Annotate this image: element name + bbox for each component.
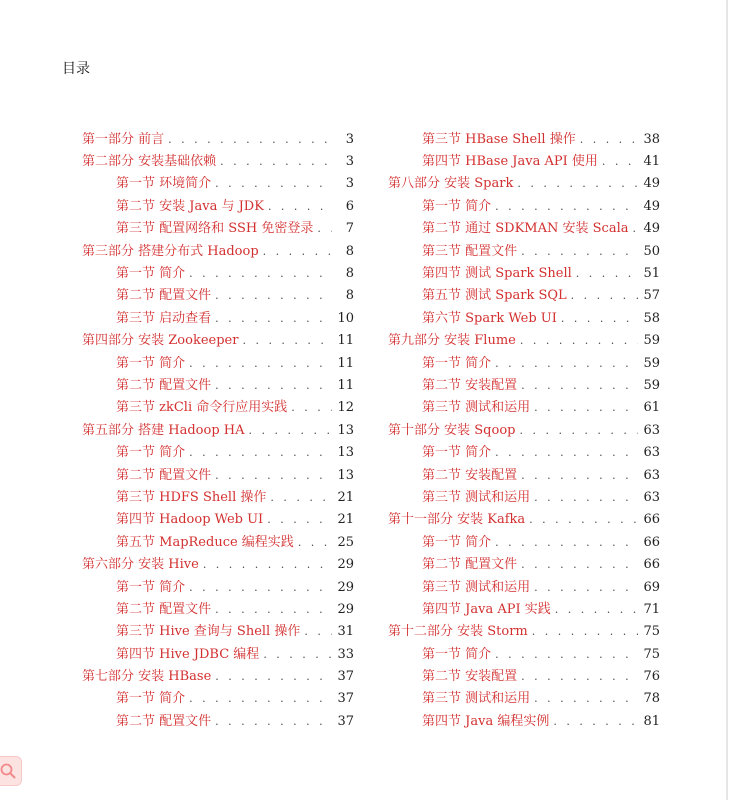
toc-entry-label[interactable]: 第十一部分 安装 Kafka bbox=[388, 512, 526, 528]
toc-page-number[interactable]: 29 bbox=[337, 579, 354, 595]
toc-entry-label[interactable]: 第三节 启动查看 bbox=[116, 310, 212, 326]
dot-leader bbox=[534, 402, 638, 413]
toc-section-entry[interactable] bbox=[82, 352, 354, 374]
toc-entry-label[interactable]: 第三节 HBase Shell 操作 bbox=[422, 131, 576, 147]
dot-leader bbox=[189, 268, 332, 279]
toc-entry-label[interactable]: 第八部分 安装 Spark bbox=[388, 176, 514, 192]
dot-leader bbox=[270, 492, 332, 503]
toc-page-number[interactable]: 25 bbox=[337, 534, 354, 550]
toc-page-number[interactable]: 11 bbox=[337, 355, 354, 371]
toc-entry-label[interactable]: 第二节 安装配置 bbox=[422, 669, 518, 685]
toc-page-number[interactable]: 3 bbox=[345, 176, 354, 192]
toc-part-entry[interactable] bbox=[388, 330, 660, 352]
dot-leader bbox=[534, 492, 638, 503]
toc-section-entry[interactable] bbox=[388, 374, 660, 396]
toc-page-number[interactable]: 3 bbox=[345, 154, 354, 170]
toc-entry-label[interactable]: 第三节 测试和运用 bbox=[422, 691, 531, 707]
toc-page-number[interactable]: 49 bbox=[643, 221, 660, 237]
toc-page-number[interactable]: 21 bbox=[337, 512, 354, 528]
dot-leader bbox=[263, 649, 332, 660]
dot-leader bbox=[304, 626, 332, 637]
dot-leader bbox=[189, 447, 332, 458]
dot-leader bbox=[521, 246, 638, 257]
toc-entry-label[interactable]: 第二部分 安装基础依赖 bbox=[82, 154, 217, 170]
dot-leader bbox=[520, 335, 638, 346]
toc-entry-label[interactable]: 第三节 测试和运用 bbox=[422, 489, 531, 505]
toc-page-number[interactable]: 76 bbox=[643, 669, 660, 685]
toc-page-number[interactable]: 59 bbox=[643, 355, 660, 371]
dot-leader bbox=[203, 559, 332, 570]
toc-entry-label[interactable]: 第三部分 搭建分布式 Hadoop bbox=[82, 243, 259, 259]
toc-entry-label[interactable]: 第三节 测试和运用 bbox=[422, 579, 531, 595]
toc-page-number[interactable]: 75 bbox=[643, 646, 660, 662]
toc-entry-label[interactable]: 第三节 配置网络和 SSH 免密登录 bbox=[116, 221, 314, 237]
toc-entry-label[interactable]: 第三节 Hive 查询与 Shell 操作 bbox=[116, 624, 301, 640]
toc-entry-label[interactable]: 第四节 测试 Spark Shell bbox=[422, 266, 572, 282]
toc-page-number[interactable]: 10 bbox=[337, 310, 354, 326]
toc-column-left bbox=[82, 128, 354, 733]
dot-leader bbox=[521, 559, 638, 570]
toc-entry-label[interactable]: 第一节 环境简介 bbox=[116, 176, 212, 192]
toc-section-entry[interactable] bbox=[82, 576, 354, 598]
toc-section-entry[interactable] bbox=[82, 285, 354, 307]
toc-column-right bbox=[388, 128, 660, 733]
dot-leader bbox=[215, 290, 332, 301]
toc-page-number[interactable]: 21 bbox=[337, 489, 354, 505]
dot-leader bbox=[215, 716, 332, 727]
toc-section-entry[interactable] bbox=[82, 688, 354, 710]
toc-page-number[interactable]: 50 bbox=[643, 243, 660, 259]
toc-section-entry[interactable] bbox=[82, 441, 354, 463]
toc-entry-label[interactable]: 第三节 测试和运用 bbox=[422, 400, 531, 416]
dot-leader bbox=[495, 649, 638, 660]
toc-section-entry[interactable] bbox=[388, 262, 660, 284]
dot-leader bbox=[267, 514, 332, 525]
toc-page-number[interactable]: 37 bbox=[337, 713, 354, 729]
toc-entry-label[interactable]: 第一节 简介 bbox=[116, 691, 186, 707]
toc-page-number[interactable]: 61 bbox=[643, 400, 660, 416]
dot-leader bbox=[291, 402, 332, 413]
toc-page-number[interactable]: 66 bbox=[643, 557, 660, 573]
toc-section-entry[interactable] bbox=[388, 441, 660, 463]
toc-page-number[interactable]: 11 bbox=[337, 333, 354, 349]
toc-page-number[interactable]: 66 bbox=[643, 534, 660, 550]
toc-entry-label[interactable]: 第四节 Hive JDBC 编程 bbox=[116, 646, 260, 662]
dot-leader bbox=[555, 604, 638, 615]
toc-section-entry[interactable] bbox=[388, 665, 660, 687]
dot-leader bbox=[602, 156, 638, 167]
search-icon bbox=[0, 762, 17, 780]
toc-entry-label[interactable]: 第二节 安装配置 bbox=[422, 467, 518, 483]
dot-leader bbox=[215, 470, 332, 481]
dot-leader bbox=[298, 537, 332, 548]
toc-entry-label[interactable]: 第四节 Hadoop Web UI bbox=[116, 512, 264, 528]
dot-leader bbox=[495, 537, 638, 548]
dot-leader bbox=[534, 693, 638, 704]
dot-leader bbox=[534, 582, 638, 593]
dot-leader bbox=[571, 290, 638, 301]
toc-entry-label[interactable]: 第五节 MapReduce 编程实践 bbox=[116, 534, 294, 550]
toc-entry-label[interactable]: 第三节 配置文件 bbox=[422, 243, 518, 259]
toc-entry-label[interactable]: 第一节 简介 bbox=[116, 579, 186, 595]
toc-page-number[interactable]: 81 bbox=[643, 713, 660, 729]
toc-entry-label[interactable]: 第二节 通过 SDKMAN 安装 Scala bbox=[422, 221, 629, 237]
dot-leader bbox=[215, 313, 332, 324]
toc-section-entry[interactable] bbox=[82, 643, 354, 665]
toc-section-entry[interactable] bbox=[82, 486, 354, 508]
dot-leader bbox=[189, 693, 332, 704]
toc-section-entry[interactable] bbox=[388, 710, 660, 732]
toc-section-entry[interactable] bbox=[388, 598, 660, 620]
toc-section-entry[interactable] bbox=[388, 285, 660, 307]
toc-page-number[interactable]: 63 bbox=[643, 445, 660, 461]
toc-entry-label[interactable]: 第二节 配置文件 bbox=[116, 601, 212, 617]
toc-entry-label[interactable]: 第一节 简介 bbox=[422, 198, 492, 214]
toc-section-entry[interactable] bbox=[388, 218, 660, 240]
toc-section-entry[interactable] bbox=[388, 464, 660, 486]
toc-entry-label[interactable]: 第二节 配置文件 bbox=[116, 467, 212, 483]
toc-section-entry[interactable] bbox=[82, 464, 354, 486]
dot-leader bbox=[576, 268, 638, 279]
dot-leader bbox=[215, 178, 332, 189]
toc-entry-label[interactable]: 第四节 Java API 实践 bbox=[422, 601, 551, 617]
toc-section-entry[interactable] bbox=[388, 307, 660, 329]
dot-leader bbox=[495, 201, 638, 212]
toc-entry-label[interactable]: 第一节 简介 bbox=[422, 355, 492, 371]
toc-page-number[interactable]: 38 bbox=[643, 131, 660, 147]
dot-leader bbox=[495, 358, 638, 369]
dot-leader bbox=[263, 246, 332, 257]
toc-page-number[interactable]: 69 bbox=[643, 579, 660, 595]
dot-leader bbox=[189, 582, 332, 593]
toc-entry-label[interactable]: 第四节 Java 编程实例 bbox=[422, 713, 550, 729]
toc-page-number[interactable]: 63 bbox=[643, 422, 660, 438]
toc-entry-label[interactable]: 第二节 配置文件 bbox=[116, 288, 212, 304]
toc-page-number[interactable]: 11 bbox=[337, 377, 354, 393]
toc-part-entry[interactable] bbox=[82, 150, 354, 172]
toc-entry-label[interactable]: 第一部分 前言 bbox=[82, 131, 165, 147]
dot-leader bbox=[553, 716, 638, 727]
toc-part-entry[interactable] bbox=[82, 553, 354, 575]
toc-entry-label[interactable]: 第十二部分 安装 Storm bbox=[388, 624, 528, 640]
toc-page-number[interactable]: 49 bbox=[643, 198, 660, 214]
toc-page-number[interactable]: 75 bbox=[643, 624, 660, 640]
toc-page-number[interactable]: 63 bbox=[643, 489, 660, 505]
toc-part-entry[interactable] bbox=[388, 509, 660, 531]
toc-section-entry[interactable] bbox=[82, 621, 354, 643]
dot-leader bbox=[521, 470, 638, 481]
dot-leader bbox=[633, 223, 639, 234]
toc-section-entry[interactable] bbox=[388, 553, 660, 575]
toc-section-entry[interactable] bbox=[388, 643, 660, 665]
toc-section-entry[interactable] bbox=[388, 576, 660, 598]
toc-section-entry[interactable] bbox=[388, 195, 660, 217]
dot-leader bbox=[517, 178, 638, 189]
toc-page-number[interactable]: 63 bbox=[643, 467, 660, 483]
dot-leader bbox=[529, 514, 638, 525]
toc-section-entry[interactable] bbox=[82, 173, 354, 195]
dot-leader bbox=[495, 447, 638, 458]
toc-entry-label[interactable]: 第四节 HBase Java API 使用 bbox=[422, 154, 598, 170]
toc-section-entry[interactable] bbox=[82, 710, 354, 732]
toc-section-entry[interactable] bbox=[82, 374, 354, 396]
toc-section-entry[interactable] bbox=[388, 150, 660, 172]
toc-entry-label[interactable]: 第一节 简介 bbox=[422, 534, 492, 550]
page-title: 目录 bbox=[62, 61, 90, 77]
toc-page-number[interactable]: 59 bbox=[643, 377, 660, 393]
toc-entry-label[interactable]: 第一节 简介 bbox=[422, 646, 492, 662]
toc-page-number[interactable]: 71 bbox=[643, 601, 660, 617]
dot-leader bbox=[268, 201, 332, 212]
toc-section-entry[interactable] bbox=[388, 128, 660, 150]
toc-section-entry[interactable] bbox=[388, 486, 660, 508]
toc-section-entry[interactable] bbox=[82, 262, 354, 284]
toc-part-entry[interactable] bbox=[388, 419, 660, 441]
toc-entry-label[interactable]: 第二节 配置文件 bbox=[116, 377, 212, 393]
toc-part-entry[interactable] bbox=[82, 665, 354, 687]
toc-part-entry[interactable] bbox=[82, 128, 354, 150]
toc-entry-label[interactable]: 第六节 Spark Web UI bbox=[422, 310, 557, 326]
toc-entry-label[interactable]: 第一节 简介 bbox=[116, 266, 186, 282]
toc-part-entry[interactable] bbox=[82, 419, 354, 441]
toc-page-number[interactable]: 8 bbox=[345, 288, 354, 304]
dot-leader bbox=[561, 313, 638, 324]
toc-entry-label[interactable]: 第九部分 安装 Flume bbox=[388, 333, 516, 349]
toc-page-number[interactable]: 13 bbox=[337, 422, 354, 438]
toc-section-entry[interactable] bbox=[82, 509, 354, 531]
toc-section-entry[interactable] bbox=[82, 598, 354, 620]
toc-entry-label[interactable]: 第七部分 安装 HBase bbox=[82, 669, 212, 685]
toc-section-entry[interactable] bbox=[388, 531, 660, 553]
toc-page-number[interactable]: 37 bbox=[337, 669, 354, 685]
toc-page-number[interactable]: 66 bbox=[643, 512, 660, 528]
toc-section-entry[interactable] bbox=[82, 531, 354, 553]
toc-entry-label[interactable]: 第三节 HDFS Shell 操作 bbox=[116, 489, 267, 505]
toc-page-number[interactable]: 51 bbox=[643, 266, 660, 282]
toc-page-number[interactable]: 57 bbox=[643, 288, 660, 304]
toc-entry-label[interactable]: 第十部分 安装 Sqoop bbox=[388, 422, 516, 438]
toc-page-number[interactable]: 78 bbox=[643, 691, 660, 707]
dot-leader bbox=[519, 425, 638, 436]
dot-leader bbox=[215, 604, 332, 615]
toc-entry-label[interactable]: 第二节 配置文件 bbox=[422, 557, 518, 573]
toc-page-number[interactable]: 7 bbox=[345, 221, 354, 237]
toc-page-number[interactable]: 31 bbox=[337, 624, 354, 640]
search-button[interactable] bbox=[0, 756, 22, 786]
toc-entry-label[interactable]: 第二节 安装 Java 与 JDK bbox=[116, 198, 264, 214]
toc-page-number[interactable]: 37 bbox=[337, 691, 354, 707]
dot-leader bbox=[521, 380, 638, 391]
dot-leader bbox=[249, 425, 332, 436]
toc-page-number[interactable]: 12 bbox=[337, 400, 354, 416]
toc-entry-label[interactable]: 第一节 简介 bbox=[422, 445, 492, 461]
dot-leader bbox=[220, 156, 332, 167]
toc-section-entry[interactable] bbox=[388, 352, 660, 374]
dot-leader bbox=[215, 380, 332, 391]
toc-section-entry[interactable] bbox=[82, 195, 354, 217]
page-edge-divider bbox=[726, 0, 728, 800]
toc-page-number[interactable]: 59 bbox=[643, 333, 660, 349]
toc-page-number[interactable]: 41 bbox=[643, 154, 660, 170]
toc-section-entry[interactable] bbox=[82, 397, 354, 419]
toc-page-number[interactable]: 29 bbox=[337, 601, 354, 617]
toc-part-entry[interactable] bbox=[388, 173, 660, 195]
toc-page-number[interactable]: 33 bbox=[337, 646, 354, 662]
dot-leader bbox=[168, 134, 332, 145]
dot-leader bbox=[215, 671, 332, 682]
toc-entry-label[interactable]: 第五节 测试 Spark SQL bbox=[422, 288, 567, 304]
toc-part-entry[interactable] bbox=[82, 240, 354, 262]
toc-page-number[interactable]: 13 bbox=[337, 467, 354, 483]
toc-page-number[interactable]: 3 bbox=[345, 131, 354, 147]
toc-entry-label[interactable]: 第六部分 安装 Hive bbox=[82, 557, 199, 573]
dot-leader bbox=[580, 134, 638, 145]
toc-entry-label[interactable]: 第二节 安装配置 bbox=[422, 377, 518, 393]
toc-page-number[interactable]: 58 bbox=[643, 310, 660, 326]
toc-entry-label[interactable]: 第一节 简介 bbox=[116, 445, 186, 461]
toc-section-entry[interactable] bbox=[82, 307, 354, 329]
toc-section-entry[interactable] bbox=[388, 688, 660, 710]
toc-entry-label[interactable]: 第三节 zkCli 命令行应用实践 bbox=[116, 400, 288, 416]
toc-part-entry[interactable] bbox=[82, 330, 354, 352]
toc-page-number[interactable]: 13 bbox=[337, 445, 354, 461]
toc-part-entry[interactable] bbox=[388, 621, 660, 643]
toc-page-number[interactable]: 49 bbox=[643, 176, 660, 192]
toc-page-number[interactable]: 29 bbox=[337, 557, 354, 573]
toc-section-entry[interactable] bbox=[388, 240, 660, 262]
toc-section-entry[interactable] bbox=[388, 397, 660, 419]
toc-page-number[interactable]: 8 bbox=[345, 266, 354, 282]
dot-leader bbox=[317, 223, 332, 234]
toc-page-number[interactable]: 8 bbox=[345, 243, 354, 259]
toc-entry-label[interactable]: 第二节 配置文件 bbox=[116, 713, 212, 729]
dot-leader bbox=[242, 335, 332, 346]
toc-entry-label[interactable]: 第四部分 安装 Zookeeper bbox=[82, 333, 239, 349]
toc-page-number[interactable]: 6 bbox=[345, 198, 354, 214]
toc-section-entry[interactable] bbox=[82, 218, 354, 240]
toc-entry-label[interactable]: 第一节 简介 bbox=[116, 355, 186, 371]
dot-leader bbox=[189, 358, 332, 369]
dot-leader bbox=[532, 626, 638, 637]
toc-entry-label[interactable]: 第五部分 搭建 Hadoop HA bbox=[82, 422, 245, 438]
dot-leader bbox=[521, 671, 638, 682]
